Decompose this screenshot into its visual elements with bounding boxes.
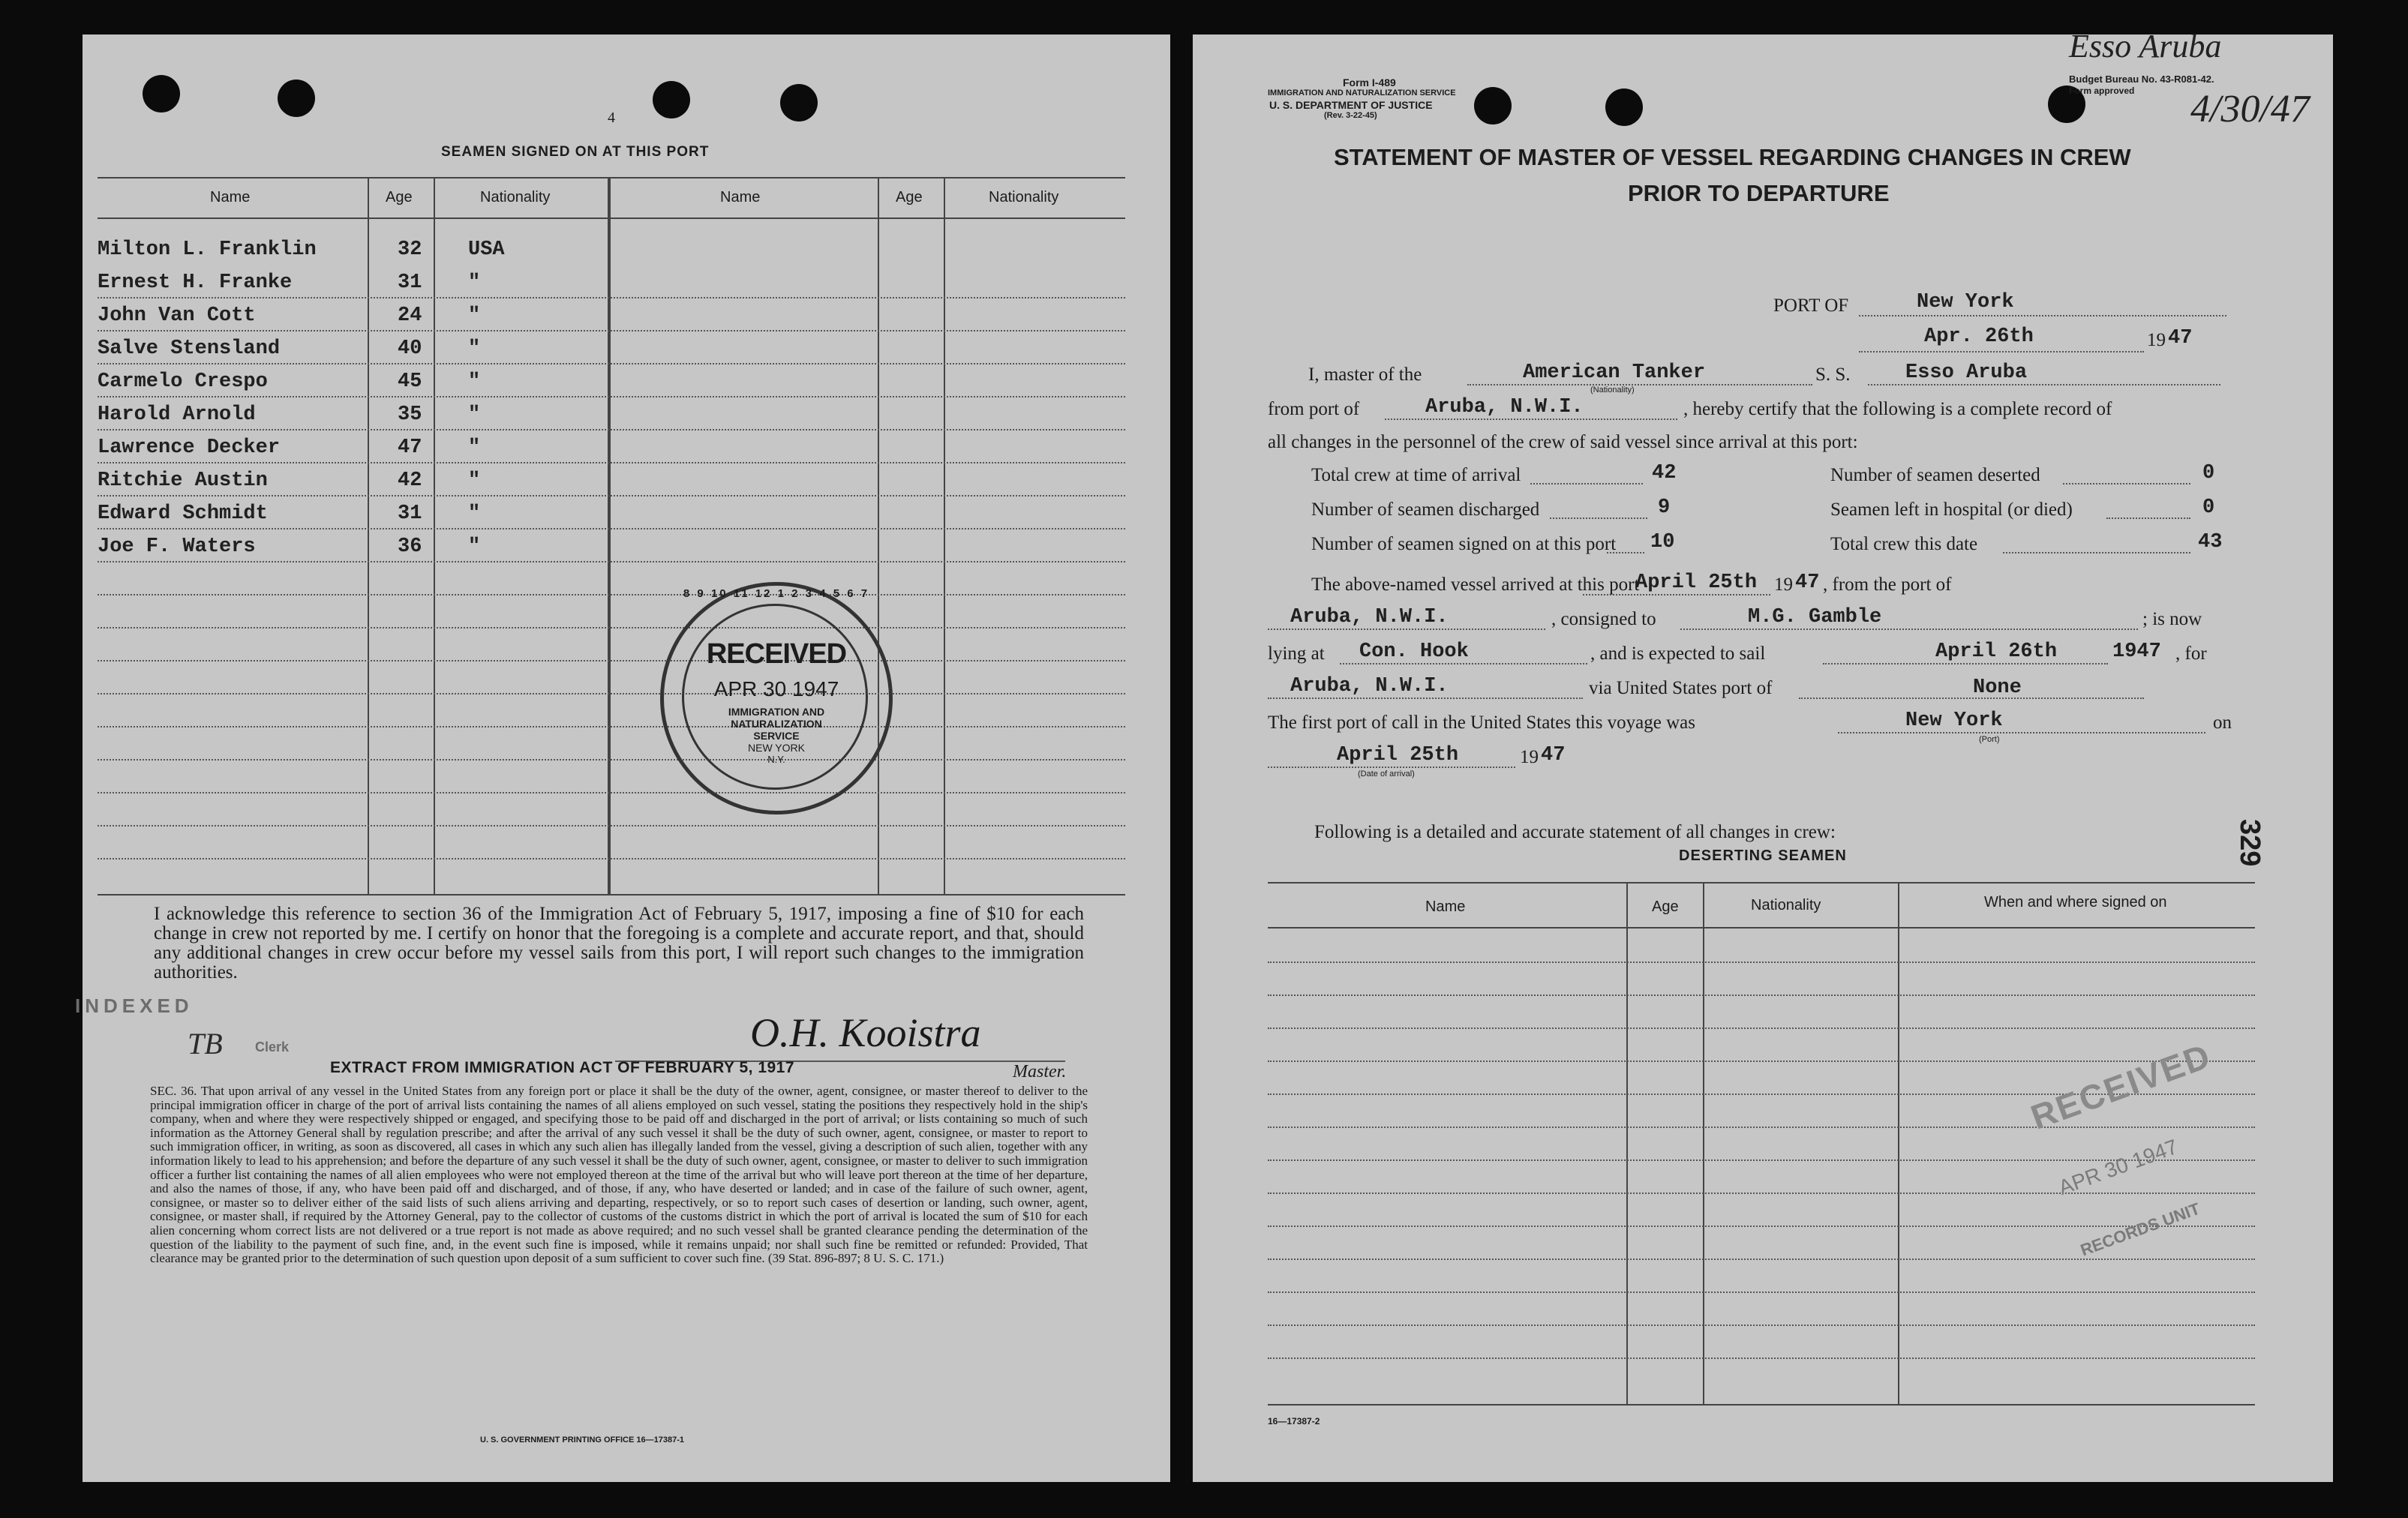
- indexed-initials: TB: [188, 1027, 223, 1060]
- deserted-value: 0: [2202, 462, 2215, 484]
- leader-dots: [2063, 483, 2190, 484]
- seaman-nationality: ": [468, 470, 481, 492]
- stamp-line: NEW YORK: [748, 742, 805, 754]
- deserting-bottom-rule: [1268, 1404, 2255, 1406]
- from-port-label: from port of: [1268, 399, 1360, 419]
- punch-hole: [278, 80, 315, 117]
- table-row: [98, 436, 623, 466]
- seaman-name: Ernest H. Franke: [98, 272, 293, 294]
- row-rule: [1268, 1292, 2255, 1293]
- hospital-label: Seamen left in hospital (or died): [1830, 500, 2073, 520]
- agency-line-2: U. S. DEPARTMENT OF JUSTICE: [1269, 99, 1433, 111]
- seaman-age: 36: [398, 536, 422, 558]
- arrived-from: Aruba, N.W.I.: [1290, 606, 1449, 628]
- received-stamp: [660, 582, 893, 814]
- arrived-year-prefix: 19: [1774, 574, 1793, 595]
- signed-on-value: 10: [1650, 531, 1675, 554]
- table-row: [98, 404, 623, 434]
- date-value: Apr. 26th: [1924, 326, 2034, 348]
- seaman-nationality: ": [468, 304, 481, 327]
- first-port-label: The first port of call in the United States this voyage was: [1268, 712, 1696, 733]
- date-caption: (Date of arrival): [1358, 770, 1415, 778]
- first-year-prefix: 19: [1520, 747, 1539, 767]
- stamp-line: NATURALIZATION: [731, 718, 822, 730]
- table-row: [98, 338, 623, 368]
- row-rule: [98, 594, 1125, 596]
- first-date: April 25th: [1337, 744, 1459, 766]
- seaman-nationality: USA: [468, 238, 505, 261]
- stamp-ring-numbers: 8 9 10 11 12 1 2 3 4 5 6 7: [683, 587, 870, 600]
- row-rule: [98, 792, 1125, 794]
- hospital-value: 0: [2202, 496, 2215, 519]
- seaman-name: Milton L. Franklin: [98, 238, 317, 261]
- master-of-label: I, master of the: [1308, 364, 1422, 385]
- seaman-name: Carmelo Crespo: [98, 370, 268, 393]
- left-page: [75, 34, 1170, 1482]
- col-divider: [944, 177, 945, 896]
- seaman-age: 42: [398, 470, 422, 492]
- leader-dots: [1530, 483, 1643, 484]
- col-divider: [1898, 882, 1899, 1406]
- col-header-name: Name: [210, 189, 251, 206]
- seaman-name: Edward Schmidt: [98, 502, 268, 525]
- leader-dots: [1550, 518, 1647, 519]
- sail-date-line: [1823, 663, 2108, 664]
- seaman-nationality: ": [468, 338, 481, 360]
- consigned-label: , consigned to: [1551, 609, 1656, 629]
- col-header-age: Age: [386, 189, 413, 206]
- table-row: [98, 502, 623, 532]
- row-rule: [98, 726, 1125, 728]
- seaman-nationality: ": [468, 404, 481, 426]
- row-rule: [98, 693, 1125, 694]
- seaman-name: Harold Arnold: [98, 404, 256, 426]
- seaman-nationality: ": [468, 370, 481, 393]
- gpo-footer: U. S. GOVERNMENT PRINTING OFFICE 16—17387-1: [480, 1436, 685, 1444]
- seaman-name: Ritchie Austin: [98, 470, 268, 492]
- consignee-line: [1680, 628, 2138, 630]
- for-label: , for: [2175, 644, 2207, 664]
- extract-text: SEC. 36. That upon arrival of any vessel in the United States from any foreign port or place it shall be the duty of the owner, agent, consignee, or master thereof to deliver to the principal immigration officer in charge of the port of arrival lists containing the names of all aliens employed on such vessel, stating the positions they respectively hold in the ship's company, when and where they were respectively shipped or engaged, and specifying those to be paid off and discharged in the port of arrival; or lists containing so much of such information as the Attorney General shall by regulation prescribe; and after the arrival of any such vessel it shall be the duty of such owner, agent, consignee, or master to report to such immigration officer, in writing, as soon as discovered, all cases in which any such alien has illegally landed from the vessel, giving a description of such alien, together with any information likely to lead to his apprehension; and before the departure of any such vessel it shall be the duty of such owner, agent, consignee, or master to deliver to such immigration officer a further list containing the names of all alien employees who were not employed thereon at the time of the arrival but who will leave port thereon at the time of her departure, and also the names of those, if any, who have been paid off and discharged, and of those, if any, who have deserted or landed; and in case of the failure of such owner, agent, consignee, or master so to deliver either of the said lists of such aliens arriving and departing, respectively, or so to report such cases of desertion or landing, such owner, agent, consignee, or master shall, if required by the Attorney General, pay to the collector of customs of the customs district in which the port of arrival is located the sum of $10 for each alien concerning whom correct lists are not delivered or a true report is not made as above required; and no such vessel shall be granted clearance pending the determination of the question of the liability to the payment of such fine, and, in the event such fine is imposed, while it remains unpaid; nor shall such fine be remitted or refunded: Provided, That clearance may be granted prior to the determination of such question upon deposit of a sum sufficient to cover such fine. (39 Stat. 896-897; 8 U. S. C. 171.): [150, 1084, 1088, 1266]
- master-signature: O.H. Kooistra: [750, 1010, 981, 1055]
- discharged-value: 9: [1658, 496, 1671, 519]
- row-rule: [1268, 1324, 2255, 1326]
- seaman-name: Lawrence Decker: [98, 436, 281, 459]
- consignee: M.G. Gamble: [1748, 606, 1882, 628]
- first-port-line: [1838, 732, 2205, 734]
- budget-bureau: Budget Bureau No. 43-R081-42.: [2069, 74, 2214, 85]
- row-rule: [98, 627, 1125, 628]
- received-stamp-faded: RECEIVED: [2025, 1036, 2217, 1137]
- form-approved: Form approved: [2069, 86, 2135, 96]
- seaman-age: 47: [398, 436, 422, 459]
- via-port-line: [1799, 698, 2144, 699]
- col-header-name-2: Name: [720, 189, 761, 206]
- punch-hole: [143, 75, 180, 112]
- stamp-received-word: RECEIVED: [706, 638, 847, 670]
- seaman-nationality: ": [468, 536, 481, 558]
- ship-name: Esso Aruba: [1905, 362, 2028, 384]
- from-port-value: Aruba, N.W.I.: [1425, 396, 1584, 418]
- arrived-label: The above-named vessel arrived at this port: [1311, 574, 1640, 595]
- date-line: [1859, 351, 2144, 352]
- row-rule: [1268, 1028, 2255, 1029]
- first-port: New York: [1905, 710, 2003, 732]
- port-of-label: PORT OF: [1773, 296, 1849, 316]
- form-title-line-2: PRIOR TO DEPARTURE: [1628, 180, 1890, 206]
- discharged-label: Number of seamen discharged: [1311, 500, 1540, 520]
- lying-at-line: [1340, 663, 1587, 664]
- col-header-name: Name: [1425, 898, 1466, 915]
- col-header-age-2: Age: [896, 189, 923, 206]
- row-rule: [1268, 962, 2255, 963]
- row-rule: [1268, 1358, 2255, 1359]
- leader-dots: [2106, 518, 2190, 519]
- acknowledgement-text: I acknowledge this reference to section 36 of the Immigration Act of February 5, 1917, imposing a fine of $10 for each change in crew not reported by me. I certify on honor that the foregoing is a complete and accurate report, and that, should any additional changes in crew occur before my vessel sails from this port, I will report such changes to the immigration authorities.: [154, 904, 1084, 982]
- row-rule: [98, 858, 1125, 860]
- stamp-date: APR 30 1947: [713, 677, 839, 700]
- row-rule: [1268, 1258, 2255, 1260]
- indexed-stamp: INDEXED: [75, 994, 194, 1017]
- table-row: [98, 370, 623, 400]
- row-rule: [1268, 1126, 2255, 1128]
- seaman-name: Joe F. Waters: [98, 536, 256, 558]
- year-prefix: 19: [2147, 330, 2166, 350]
- following-label: Following is a detailed and accurate statement of all changes in crew:: [1314, 822, 1836, 842]
- row-rule: [1268, 1060, 2255, 1062]
- expected-label: , and is expected to sail: [1590, 644, 1766, 664]
- col-header-nationality-2: Nationality: [989, 189, 1059, 206]
- vessel-nationality: American Tanker: [1523, 362, 1706, 384]
- deserting-header-rule: [1268, 927, 2255, 928]
- seaman-name: John Van Cott: [98, 304, 256, 327]
- total-crew-date-label: Total crew this date: [1830, 534, 1978, 554]
- is-now-label: ; is now: [2142, 609, 2202, 629]
- col-header-nationality: Nationality: [480, 189, 551, 206]
- row-rule: [98, 759, 1125, 760]
- master-label: Master.: [1013, 1062, 1067, 1082]
- leader-dots: [2003, 552, 2190, 554]
- table-row: [98, 536, 623, 566]
- via-label: via United States port of: [1589, 678, 1773, 698]
- seaman-age: 40: [398, 338, 422, 360]
- ship-name-line: [1868, 384, 2220, 386]
- signed-on-label: Number of seamen signed on at this port: [1311, 534, 1617, 554]
- handwritten-date: 4/30/47: [2190, 88, 2310, 130]
- destination-line: [1268, 698, 1583, 699]
- table-top-rule: [98, 177, 1125, 178]
- received-date-faded: APR 30 1947: [2055, 1135, 2181, 1200]
- extract-title: EXTRACT FROM IMMIGRATION ACT OF FEBRUARY 5, 1917: [330, 1059, 795, 1076]
- certify-text-2: all changes in the personnel of the crew of said vessel since arrival at this port:: [1268, 432, 1858, 452]
- form-title-line-1: STATEMENT OF MASTER OF VESSEL REGARDING CHANGES IN CREW: [1334, 144, 2131, 170]
- year-suffix: 47: [2168, 327, 2193, 350]
- destination: Aruba, N.W.I.: [1290, 675, 1449, 698]
- seaman-name: Salve Stensland: [98, 338, 281, 360]
- nationality-caption: (Nationality): [1590, 386, 1635, 394]
- col-header-age: Age: [1652, 898, 1679, 915]
- lying-at: Con. Hook: [1359, 640, 1469, 663]
- seaman-nationality: ": [468, 436, 481, 459]
- table-header-rule: [98, 218, 1125, 219]
- table-bottom-rule: [98, 894, 1125, 896]
- seaman-age: 24: [398, 304, 422, 327]
- indexed-clerk: Clerk: [255, 1040, 290, 1054]
- punch-hole: [780, 84, 818, 122]
- deserting-title: DESERTING SEAMEN: [1679, 848, 1847, 864]
- on-label: on: [2213, 712, 2232, 733]
- from-port-line: [1385, 418, 1677, 420]
- first-year-suffix: 47: [1541, 744, 1566, 766]
- handwritten-ship-name: Esso Aruba: [2069, 28, 2222, 64]
- punch-hole: [1605, 88, 1643, 126]
- sail-year: 1947: [2112, 640, 2161, 663]
- page-number: 4: [608, 110, 615, 126]
- ss-label: S. S.: [1815, 364, 1851, 385]
- row-rule: [98, 660, 1125, 662]
- deserted-label: Number of seamen deserted: [1830, 465, 2040, 485]
- via-port: None: [1973, 676, 2022, 699]
- nationality-line: [1467, 384, 1812, 386]
- seaman-age: 31: [398, 502, 422, 525]
- right-page: [1193, 28, 2333, 1482]
- table-row: [98, 272, 623, 302]
- seaman-nationality: ": [468, 272, 481, 294]
- arrived-year-suffix: 47: [1795, 572, 1820, 594]
- arrived-date-line: [1583, 594, 1770, 596]
- stamp-line: IMMIGRATION AND: [728, 706, 825, 718]
- agency-line-1: IMMIGRATION AND NATURALIZATION SERVICE: [1268, 88, 1456, 98]
- col-divider: [1626, 882, 1628, 1406]
- seaman-age: 31: [398, 272, 422, 294]
- seaman-nationality: ": [468, 502, 481, 525]
- stamp-line: N.Y.: [767, 754, 785, 765]
- table-row: [98, 470, 623, 500]
- port-of-value: New York: [1917, 291, 2014, 314]
- total-crew-date-value: 43: [2198, 531, 2223, 554]
- port-caption: (Port): [1979, 735, 2000, 744]
- row-rule: [1268, 994, 2255, 996]
- arrived-from-line: [1268, 628, 1545, 630]
- from-the-port-label: , from the port of: [1823, 574, 1952, 595]
- total-crew-arrival-value: 42: [1652, 462, 1677, 484]
- stamp-line: SERVICE: [753, 730, 800, 742]
- records-unit-stamp: RECORDS UNIT: [2078, 1198, 2202, 1260]
- leader-dots: [1607, 552, 1644, 554]
- section-title: SEAMEN SIGNED ON AT THIS PORT: [441, 144, 710, 160]
- punch-hole: [653, 81, 690, 118]
- col-header-when-where: When and where signed on: [1984, 894, 2167, 910]
- punch-hole: [1474, 87, 1512, 124]
- total-crew-arrival-label: Total crew at time of arrival: [1311, 465, 1521, 485]
- deserting-top-rule: [1268, 882, 2255, 884]
- col-header-nationality: Nationality: [1751, 897, 1821, 914]
- form-revision: (Rev. 3-22-45): [1324, 111, 1377, 120]
- seaman-age: 45: [398, 370, 422, 393]
- port-of-line: [1859, 315, 2226, 316]
- seaman-age: 32: [398, 238, 422, 261]
- side-number: 329: [2234, 819, 2265, 867]
- col-divider: [1703, 882, 1704, 1406]
- table-row: [98, 238, 623, 268]
- sail-date: April 26th: [1935, 640, 2058, 663]
- first-date-line: [1268, 766, 1515, 768]
- lying-at-label: lying at: [1268, 644, 1325, 664]
- certify-text: , hereby certify that the following is a complete record of: [1683, 399, 2112, 419]
- row-rule: [1268, 1192, 2255, 1194]
- seaman-age: 35: [398, 404, 422, 426]
- form-number: Form I-489: [1343, 76, 1396, 88]
- right-footer: 16—17387-2: [1268, 1416, 1320, 1426]
- table-row: [98, 304, 623, 334]
- row-rule: [98, 825, 1125, 826]
- row-rule: [1268, 1226, 2255, 1227]
- col-divider: [878, 177, 879, 896]
- arrived-date: April 25th: [1635, 572, 1758, 594]
